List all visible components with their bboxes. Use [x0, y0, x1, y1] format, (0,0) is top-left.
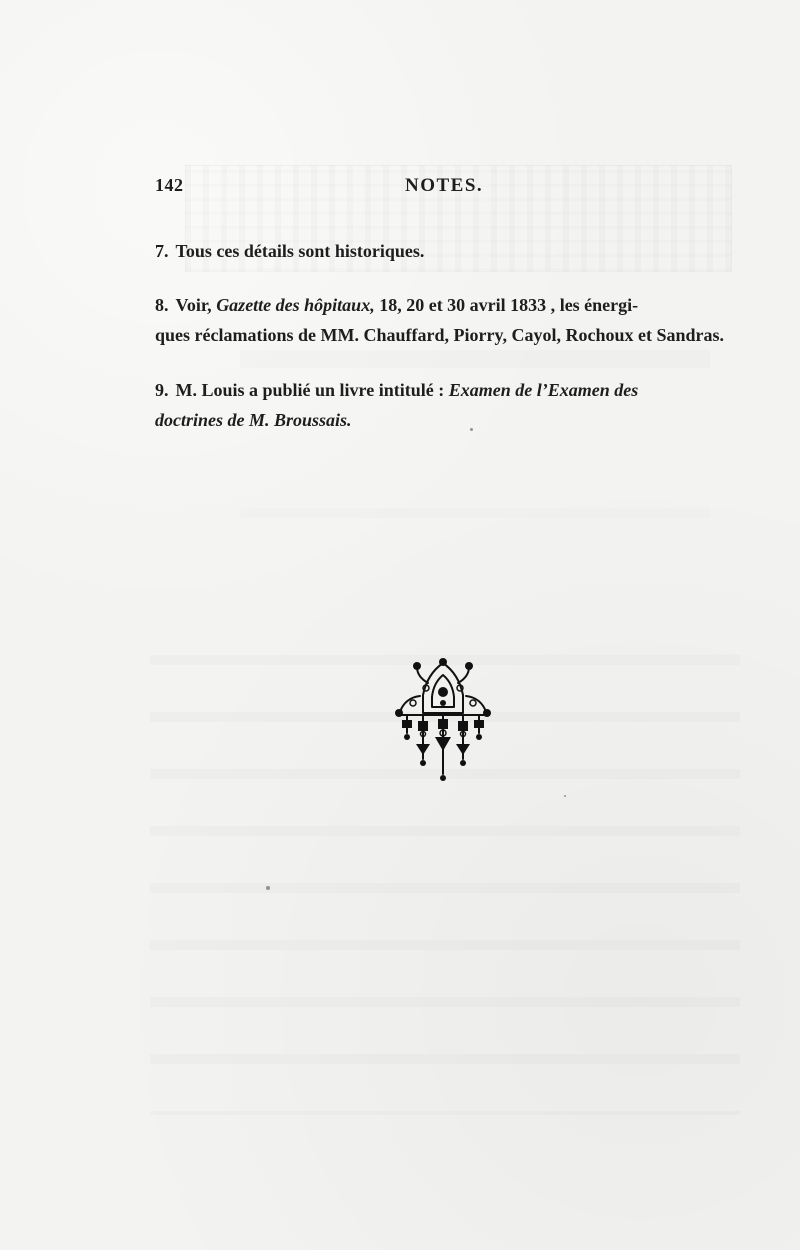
note-number: 7. [155, 241, 169, 261]
notes-list [155, 236, 737, 459]
note-text: Tous ces détails sont historiques. [175, 241, 425, 261]
note-9 [155, 375, 737, 435]
note-number: 9. [155, 379, 169, 400]
paper-speck [564, 795, 566, 797]
note-8-line-1 [155, 290, 737, 320]
note-text: M. Louis a publié un livre intitulé : [175, 379, 445, 400]
running-head: NOTES. [405, 175, 484, 196]
page-header [155, 175, 737, 203]
note-9-line-2: doctrines de M. Broussais. [155, 409, 352, 430]
gothic-ornament-icon [383, 655, 503, 785]
note-text: les énergi- [559, 295, 639, 316]
note-text: Voir, [175, 295, 212, 316]
note-7 [155, 236, 737, 266]
page-number: 142 [155, 175, 184, 195]
note-number: 8. [155, 295, 169, 316]
note-8 [155, 290, 737, 350]
publication-title: Gazette des hôpitaux, [216, 295, 375, 316]
paper-speck [266, 886, 270, 890]
publication-dates: 18, 20 et 30 avril 1833 , [379, 295, 556, 316]
paper-speck [470, 428, 473, 431]
book-title: Examen de l’Examen des [448, 379, 639, 400]
note-8-line-2: ques réclamations de MM. Chauffard, Piorry, Cayol, Rochoux et Sandras. [155, 325, 724, 346]
note-9-line-1 [155, 375, 737, 405]
